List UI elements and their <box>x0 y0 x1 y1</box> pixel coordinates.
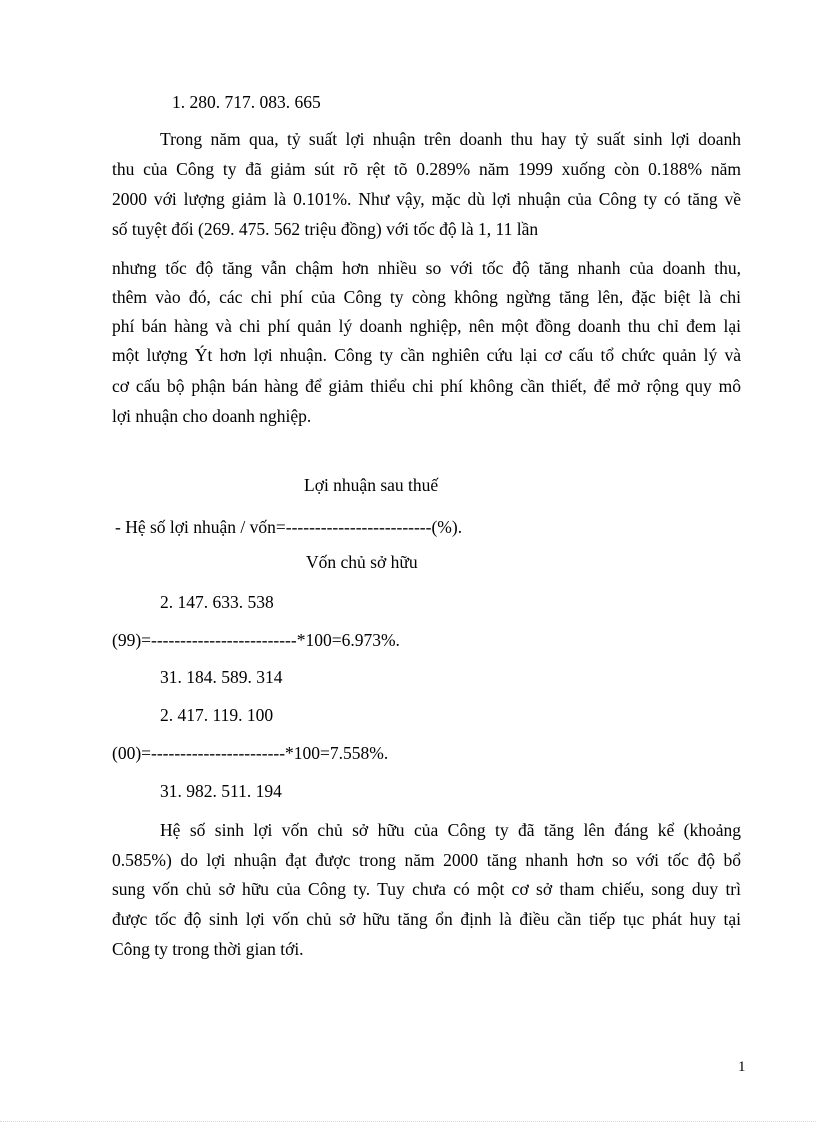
paragraph-line: thu của Công ty đã giảm sút rõ rệt tõ 0.289% năm 1999 xuống còn 0.188% năm <box>112 159 741 179</box>
paragraph-line: cơ cấu bộ phận bán hàng để giảm thiểu chi phí không cần thiết, để mở rộng quy mô <box>112 376 741 396</box>
formula-denominator: Vốn chủ sở hữu <box>306 552 418 572</box>
calc-line: (00)=-----------------------*100=7.558%. <box>112 743 389 763</box>
formula-numerator: Lợi nhuận sau thuế <box>304 475 439 495</box>
paragraph-line: thêm vào đó, các chi phí của Công ty còng không ngừng tăng lên, đặc biệt là chi <box>112 287 741 307</box>
calc-denominator: 31. 184. 589. 314 <box>160 667 283 687</box>
paragraph-line: Hệ số sinh lợi vốn chủ sở hữu của Công ty đã tăng lên đáng kể (khoảng <box>160 820 741 840</box>
paragraph-line: phí bán hàng và chi phí quản lý doanh nghiệp, nên một đồng doanh thu chỉ đem lại <box>112 316 741 336</box>
paragraph-line: Trong năm qua, tỷ suất lợi nhuận trên doanh thu hay tỷ suất sinh lợi doanh <box>160 129 741 149</box>
paragraph-line: nhưng tốc độ tăng vẫn chậm hơn nhiều so với tốc độ tăng nhanh của doanh thu, <box>112 258 741 278</box>
paragraph-line: 2000 với lượng giảm là 0.101%. Như vậy, mặc dù lợi nhuận của Công ty có tăng về <box>112 189 741 209</box>
paragraph-line: 0.585%) do lợi nhuận đạt được trong năm 2000 tăng nhanh hơn so với tốc độ bổ <box>112 850 741 870</box>
paragraph-line: được tốc độ sinh lợi vốn chủ sở hữu tăng ổn định là điều cần tiếp tục phát huy tại <box>112 909 741 929</box>
formula-label: - Hệ số lợi nhuận / vốn=-------------------------(%). <box>115 517 463 537</box>
calc-line: (99)=-------------------------*100=6.973%. <box>112 630 400 650</box>
calc-numerator: 2. 417. 119. 100 <box>160 705 274 725</box>
paragraph-line: sung vốn chủ sở hữu của Công ty. Tuy chưa có một cơ sở tham chiếu, song duy trì <box>112 879 741 899</box>
top-number: 1. 280. 717. 083. 665 <box>172 92 321 112</box>
paragraph-line: lợi nhuận cho doanh nghiệp. <box>112 406 312 426</box>
paragraph-line: một lượng Ýt hơn lợi nhuận. Công ty cần nghiên cứu lại cơ cấu tổ chức quản lý và <box>112 345 741 365</box>
paragraph-line: Công ty trong thời gian tới. <box>112 939 304 959</box>
page-number: 1 <box>738 1059 746 1075</box>
calc-denominator: 31. 982. 511. 194 <box>160 781 282 801</box>
paragraph-line: số tuyệt đối (269. 475. 562 triệu đồng) với tốc độ là 1, 11 lần <box>112 219 539 239</box>
page-bottom-divider <box>0 1121 816 1122</box>
calc-numerator: 2. 147. 633. 538 <box>160 592 274 612</box>
